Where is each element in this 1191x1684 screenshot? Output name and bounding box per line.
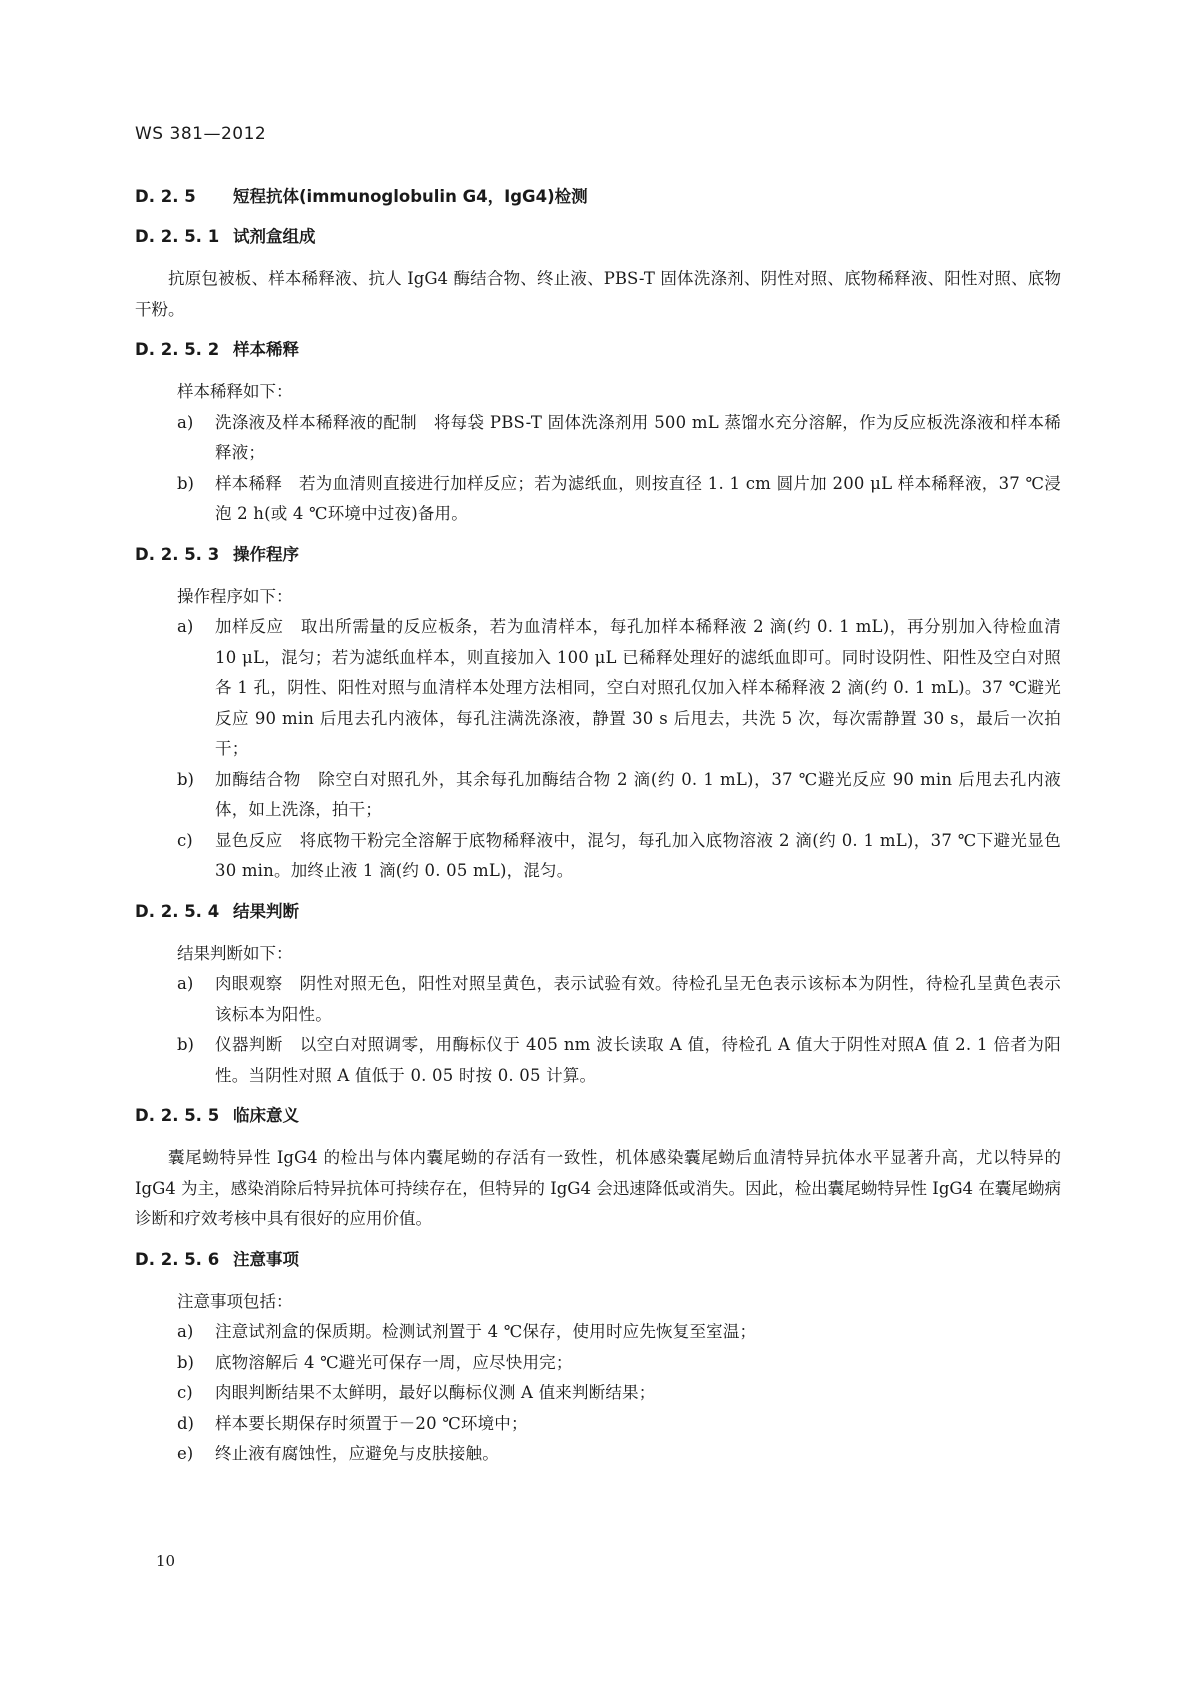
list-text: 加样反应 取出所需量的反应板条，若为血清样本，每孔加样本稀释液 2 滴(约 0. 1 mL)，再分别加入待检血清 10 μL，混匀；若为滤纸血样本，则直接加入 100 μL 已稀释处理好的滤纸血即可。同时设阴性、阳性及空白对照各 1 孔，阴性、阳性对照与血清样本处理方法相同，空白对照孔仅加入样本稀释液 2 滴(约 0. 1 mL)。37 ℃避光反应 90 min 后甩去孔内液体，每孔注满洗涤液，静置 30 s 后甩去，共洗 5 次，每次需静置 30 s，最后一次拍干；: [215, 617, 1061, 758]
list-marker: b): [177, 769, 194, 789]
section-d-2-5-5: [135, 1101, 1061, 1235]
item-list: [135, 1317, 1061, 1470]
list-item: [135, 1378, 1061, 1409]
list-marker: a): [177, 974, 194, 993]
list-text: 底物溶解后 4 ℃避光可保存一周，应尽快用完；: [215, 1352, 573, 1372]
list-text: 样本稀释 若为血清则直接进行加样反应；若为滤纸血，则按直径 1. 1 cm 圆片加 200 μL 样本稀释液，37 ℃浸泡 2 h(或 4 ℃环境中过夜)备用。: [215, 473, 1061, 523]
list-text: 仪器判断 以空白对照调零，用酶标仪于 405 nm 波长读取 A 值，待检孔 A 值大于阴性对照A 值 2. 1 倍者为阳性。当阴性对照 A 值低于 0. 05 时按 0. 05 计算。: [215, 1035, 1061, 1085]
list-item: [135, 469, 1061, 530]
section-d-2-5-2: [135, 335, 1061, 530]
list-marker: e): [177, 1444, 194, 1463]
subsection-title: 试剂盒组成: [233, 227, 316, 246]
list-intro: 样本稀释如下：: [177, 382, 293, 401]
list-item: [135, 408, 1061, 469]
subsection-heading: [135, 222, 1061, 252]
subsection-heading: [135, 1101, 1061, 1131]
section-title: 短程抗体(immunoglobulin G4，IgG4)检测: [233, 187, 588, 206]
subsection-number: D. 2. 5. 1: [135, 227, 220, 246]
list-item: [135, 1409, 1061, 1440]
page-number: 10: [156, 1552, 176, 1570]
subsection-number: D. 2. 5. 3: [135, 544, 220, 564]
list-item: [135, 1348, 1061, 1379]
list-text: 注意试剂盒的保质期。检测试剂置于 4 ℃保存，使用时应先恢复至室温；: [215, 1322, 757, 1341]
subsection-heading: [135, 1245, 1061, 1275]
list-text: 样本要长期保存时须置于－20 ℃环境中；: [215, 1413, 528, 1433]
list-intro: 注意事项包括：: [177, 1291, 293, 1311]
subsection-heading: [135, 335, 1061, 365]
list-text: 显色反应 将底物干粉完全溶解于底物稀释液中，混匀，每孔加入底物溶液 2 滴(约 0. 1 mL)，37 ℃下避光显色 30 min。加终止液 1 滴(约 0. 05 mL)，混匀。: [215, 830, 1061, 880]
list-marker: b): [177, 1035, 194, 1054]
subsection-heading: [135, 540, 1061, 570]
item-list: [135, 408, 1061, 530]
subsection-title: 样本稀释: [233, 340, 299, 359]
list-item: [135, 1030, 1061, 1091]
section-d-2-5-3: [135, 540, 1061, 887]
section-d-2-5: [135, 182, 1061, 212]
list-marker: c): [177, 830, 193, 850]
standard-number: WS 381—2012: [135, 124, 267, 144]
paragraph: 囊尾蚴特异性 IgG4 的检出与体内囊尾蚴的存活有一致性，机体感染囊尾蚴后血清特异抗体水平显著升高，尤以特异的 IgG4 为主，感染消除后特异抗体可持续存在，但特异的 IgG4 会迅速降低或消失。因此，检出囊尾蚴特异性 IgG4 在囊尾蚴病诊断和疗效考核中具有很好的应用价值。: [135, 1148, 1061, 1228]
subsection-title: 操作程序: [233, 544, 299, 564]
list-item: [135, 1439, 1061, 1470]
subsection-number: D. 2. 5. 6: [135, 1249, 220, 1269]
list-marker: c): [177, 1383, 193, 1402]
list-marker: b): [177, 1352, 194, 1372]
item-list: [135, 969, 1061, 1091]
list-item: [135, 826, 1061, 887]
section-d-2-5-1: [135, 222, 1061, 325]
list-marker: a): [177, 617, 194, 636]
list-text: 肉眼判断结果不太鲜明，最好以酶标仪测 A 值来判断结果；: [215, 1383, 656, 1402]
subsection-title: 注意事项: [233, 1249, 299, 1269]
section-d-2-5-6: [135, 1245, 1061, 1470]
subsection-number: D. 2. 5. 4: [135, 901, 220, 921]
paragraph: 抗原包被板、样本稀释液、抗人 IgG4 酶结合物、终止液、PBS-T 固体洗涤剂、阴性对照、底物稀释液、阳性对照、底物干粉。: [135, 269, 1061, 319]
section-heading: [135, 182, 1061, 212]
subsection-heading: [135, 897, 1061, 927]
subsection-title: 结果判断: [233, 901, 299, 921]
list-item: [135, 612, 1061, 765]
section-number: D. 2. 5: [135, 187, 196, 206]
list-intro: 操作程序如下：: [177, 586, 293, 606]
list-item: [135, 969, 1061, 1030]
subsection-number: D. 2. 5. 5: [135, 1106, 220, 1125]
list-item: [135, 1317, 1061, 1348]
list-marker: b): [177, 473, 194, 493]
list-item: [135, 765, 1061, 826]
item-list: [135, 612, 1061, 887]
subsection-title: 临床意义: [233, 1106, 299, 1125]
document-body: [135, 182, 1061, 1470]
section-d-2-5-4: [135, 897, 1061, 1092]
list-intro: 结果判断如下：: [177, 943, 293, 963]
list-text: 肉眼观察 阴性对照无色，阳性对照呈黄色，表示试验有效。待检孔呈无色表示该标本为阴性，待检孔呈黄色表示该标本为阳性。: [215, 974, 1061, 1024]
subsection-number: D. 2. 5. 2: [135, 340, 220, 359]
list-text: 终止液有腐蚀性，应避免与皮肤接触。: [215, 1444, 499, 1463]
list-marker: d): [177, 1413, 194, 1433]
list-marker: a): [177, 412, 194, 432]
list-marker: a): [177, 1322, 194, 1341]
list-text: 加酶结合物 除空白对照孔外，其余每孔加酶结合物 2 滴(约 0. 1 mL)，37 ℃避光反应 90 min 后甩去孔内液体，如上洗涤，拍干；: [215, 769, 1061, 819]
list-text: 洗涤液及样本稀释液的配制 将每袋 PBS-T 固体洗涤剂用 500 mL 蒸馏水充分溶解，作为反应板洗涤液和样本稀释液；: [215, 412, 1061, 462]
